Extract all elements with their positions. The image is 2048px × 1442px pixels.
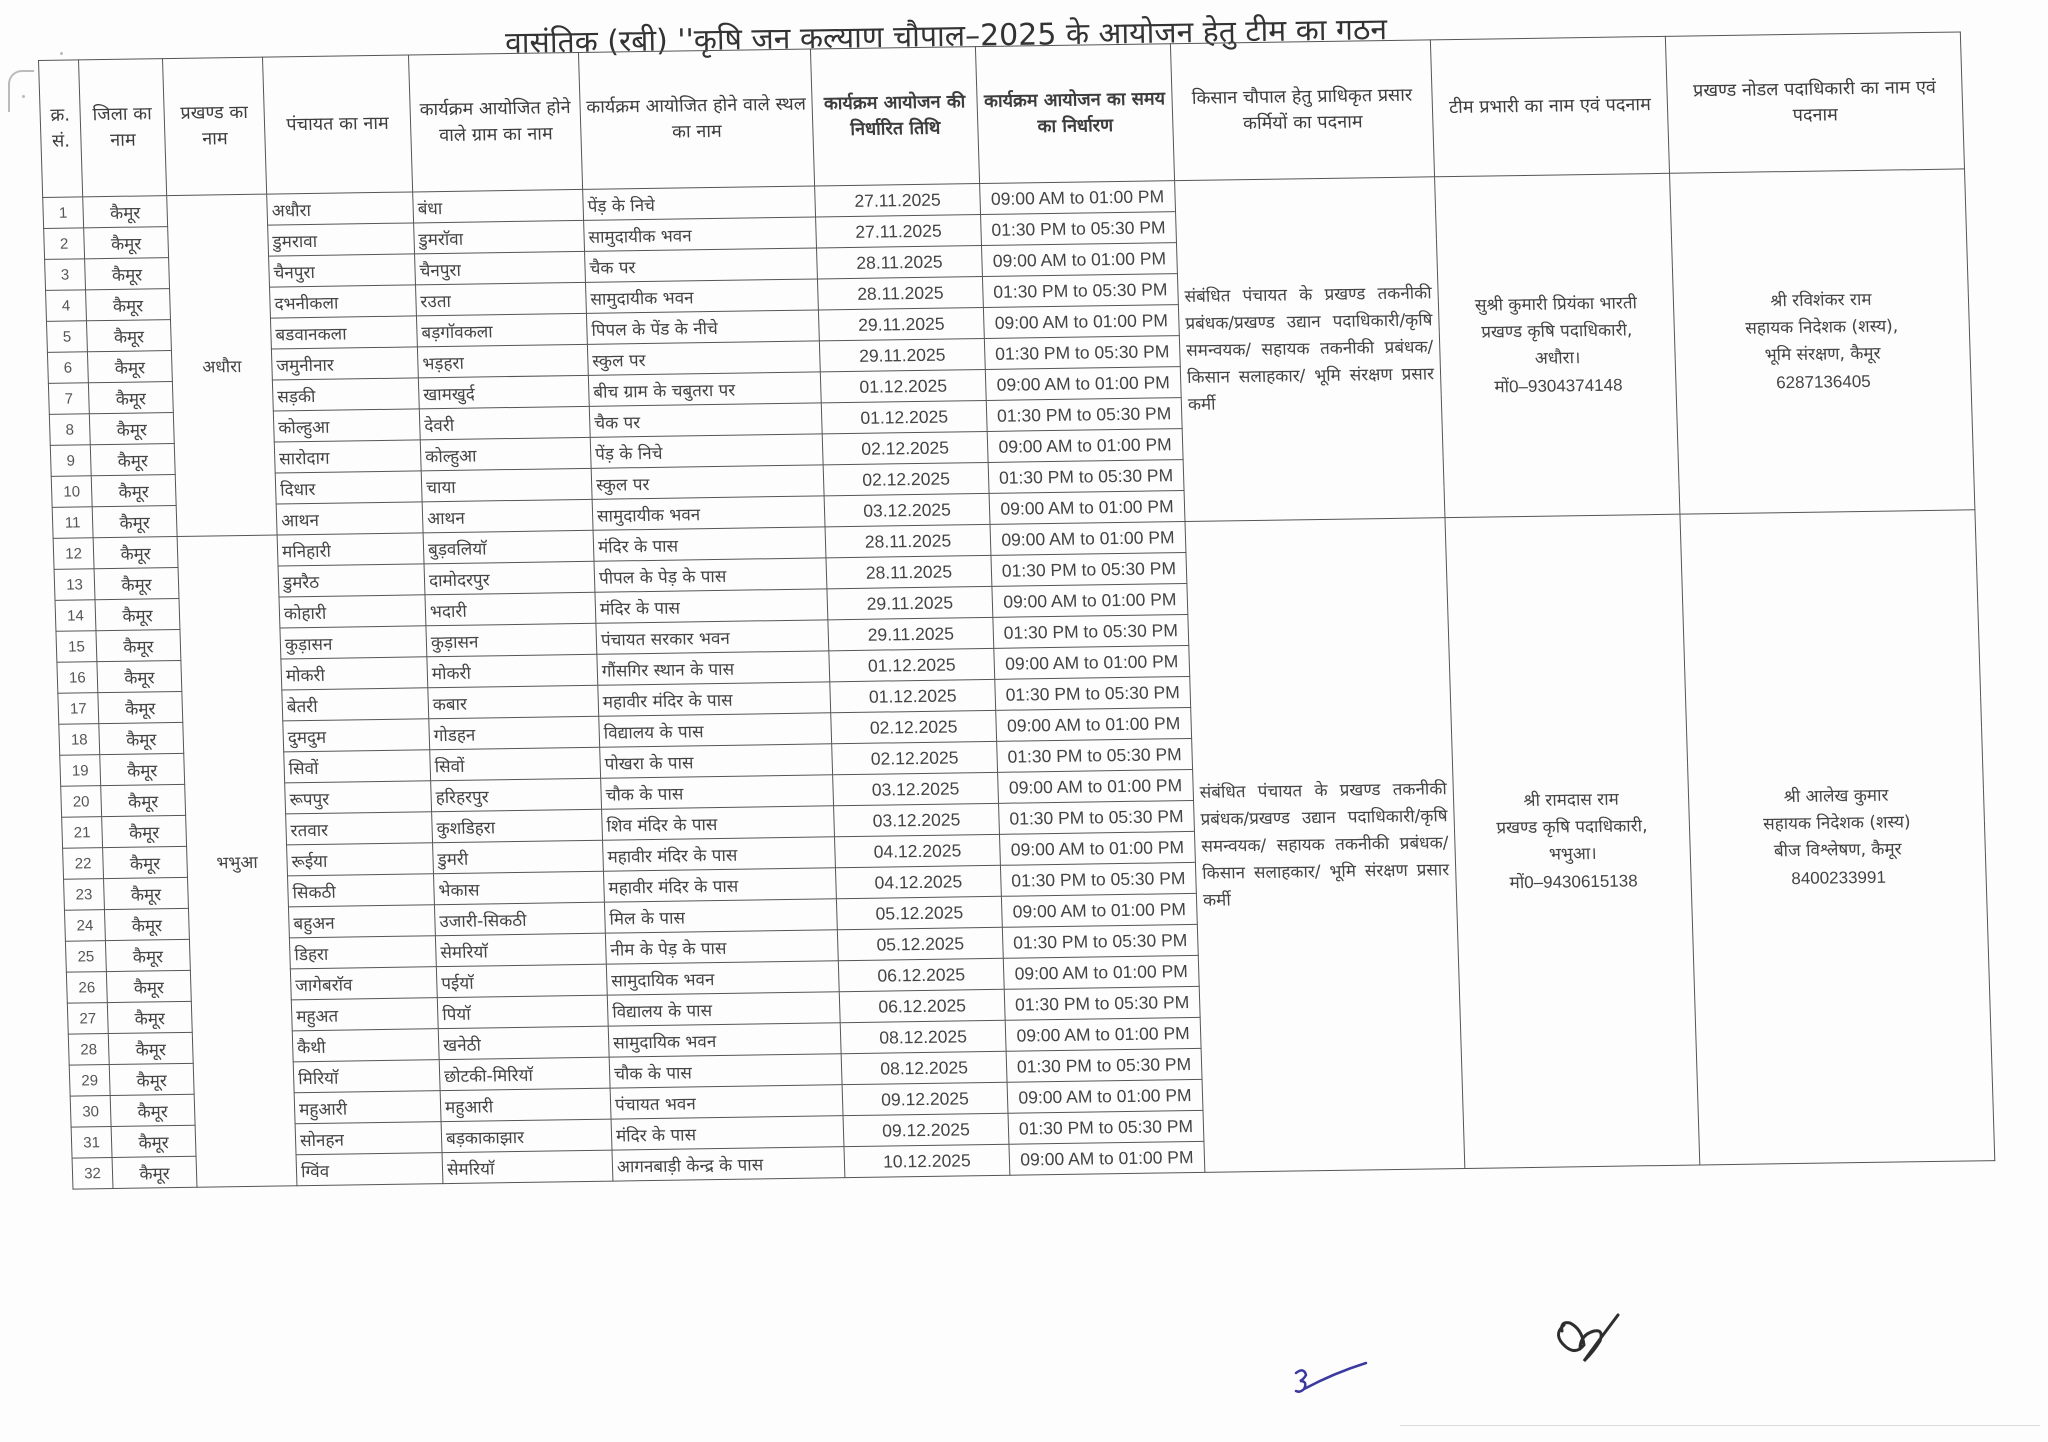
venue-cell: पीपल के पेड़ के पास	[594, 558, 827, 592]
time-cell: 01:30 PM to 05:30 PM	[1008, 1110, 1204, 1144]
venue-cell: बीच ग्राम के चबुतरा पर	[588, 372, 821, 406]
panchayat-cell: जमुनीनार	[271, 347, 418, 380]
venue-cell: सामुदायीक भवन	[585, 279, 818, 313]
serial-number-cell: 31	[71, 1127, 112, 1159]
time-cell: 09:00 AM to 01:00 PM	[1005, 1017, 1201, 1051]
date-cell: 04.12.2025	[834, 834, 1000, 867]
header-block: प्रखण्ड का नाम	[163, 57, 267, 195]
time-cell: 09:00 AM to 01:00 PM	[996, 707, 1192, 741]
panchayat-cell: चैनपुरा	[269, 254, 416, 287]
village-cell: पईयाॅ	[436, 964, 607, 998]
serial-number-cell: 8	[49, 414, 90, 446]
district-cell: कैमूर	[111, 1125, 196, 1157]
date-cell: 02.12.2025	[832, 741, 998, 774]
panchayat-cell: महुआरी	[294, 1091, 441, 1124]
scan-speck	[22, 95, 25, 98]
venue-cell: मंदिर के पास	[611, 1116, 844, 1150]
time-cell: 01:30 PM to 05:30 PM	[1006, 1048, 1202, 1082]
nodal-officer-post: सहायक निदेशक (शस्य),	[1745, 316, 1899, 339]
district-cell: कैमूर	[103, 846, 188, 878]
date-cell: 29.11.2025	[819, 338, 985, 371]
date-cell: 29.11.2025	[827, 586, 993, 619]
district-cell: कैमूर	[99, 722, 184, 754]
date-cell: 06.12.2025	[839, 989, 1005, 1022]
panchayat-cell: सोनहन	[295, 1122, 442, 1155]
date-cell: 01.12.2025	[829, 648, 995, 681]
district-cell: कैमूर	[98, 691, 183, 723]
serial-number-cell: 20	[61, 786, 102, 818]
nodal-officer-cell	[1670, 169, 1975, 514]
date-cell: 08.12.2025	[840, 1020, 1006, 1053]
venue-cell: मंदिर के पास	[593, 527, 826, 561]
district-cell: कैमूर	[89, 413, 174, 445]
district-cell: कैमूर	[110, 1094, 195, 1126]
village-cell: डुमराॅवा	[414, 220, 585, 254]
time-cell: 01:30 PM to 05:30 PM	[1000, 862, 1196, 896]
time-cell: 09:00 AM to 01:00 PM	[981, 243, 1177, 277]
date-cell: 29.11.2025	[828, 617, 994, 650]
date-cell: 05.12.2025	[837, 927, 1003, 960]
header-time: कार्यक्रम आयोजन का समय का निर्धारण	[975, 44, 1174, 184]
scan-edge	[1400, 1425, 2040, 1426]
panchayat-cell: रतवार	[286, 812, 433, 845]
scan-margin-mark	[8, 70, 34, 112]
time-cell: 09:00 AM to 01:00 PM	[992, 584, 1188, 618]
team-lead-place: भभुआ।	[1548, 843, 1597, 865]
header-village: कार्यक्रम आयोजित होने वाले ग्राम का नाम	[408, 52, 582, 191]
serial-number-cell: 3	[45, 259, 86, 291]
nodal-officer-cell	[1680, 510, 1995, 1165]
venue-cell: चौक के पास	[601, 775, 834, 809]
time-cell: 01:30 PM to 05:30 PM	[999, 800, 1195, 834]
panchayat-cell: महुअत	[291, 998, 438, 1031]
panchayat-cell: जागेबराॅव	[290, 967, 437, 1000]
village-cell: कुड़ासन	[426, 623, 597, 657]
village-cell: पियाॅ	[437, 995, 608, 1029]
serial-number-cell: 16	[57, 662, 98, 694]
venue-cell: नीम के पेड़ के पास	[605, 930, 838, 964]
time-cell: 09:00 AM to 01:00 PM	[980, 181, 1176, 215]
date-cell: 28.11.2025	[817, 246, 983, 279]
header-staff: किसान चौपाल हेतु प्राधिकृत प्रसार कर्मियों का पदनाम	[1170, 40, 1434, 181]
serial-number-cell: 9	[50, 445, 91, 477]
district-cell: कैमूर	[88, 382, 173, 414]
village-cell: चाया	[421, 468, 592, 502]
district-cell: कैमूर	[102, 815, 187, 847]
district-cell: कैमूर	[93, 536, 178, 568]
panchayat-cell: डुमरैठ	[278, 564, 425, 597]
panchayat-cell: दुमदुम	[283, 719, 430, 752]
village-cell: आथन	[422, 499, 593, 533]
village-cell: बंधा	[413, 189, 584, 223]
village-cell: बुड़वलियाॅ	[423, 530, 594, 564]
date-cell: 05.12.2025	[836, 896, 1002, 929]
time-cell: 01:30 PM to 05:30 PM	[981, 212, 1177, 246]
venue-cell: सामुदायीक भवन	[584, 217, 817, 251]
panchayat-cell: सारोदाग	[274, 440, 421, 473]
district-cell: कैमूर	[105, 939, 190, 971]
date-cell: 28.11.2025	[825, 524, 991, 557]
team-lead-cell	[1445, 514, 1700, 1168]
venue-cell: विद्यालय के पास	[599, 713, 832, 747]
time-cell: 01:30 PM to 05:30 PM	[995, 676, 1191, 710]
district-cell: कैमूर	[94, 567, 179, 599]
header-date: कार्यक्रम आयोजन की निर्धारित तिथि	[810, 47, 979, 186]
nodal-officer-mobile: 8400233991	[1791, 867, 1887, 889]
authorized-staff-cell: संबंधित पंचायत के प्रखण्ड तकनीकी प्रबंधक/प्रखण्ड उद्यान पदाधिकारी/कृषि समन्वयक/ सहायक तकनीकी प्रबंधक/ किसान सलाहकार/ भूमि संरक्षण प्रसार कर्मी	[1185, 518, 1465, 1173]
time-cell: 09:00 AM to 01:00 PM	[994, 645, 1190, 679]
date-cell: 10.12.2025	[844, 1144, 1010, 1177]
village-cell: मोकरी	[427, 654, 598, 688]
venue-cell: आगनबाड़ी केन्द्र के पास	[612, 1147, 845, 1181]
date-cell: 03.12.2025	[834, 803, 1000, 836]
serial-number-cell: 15	[56, 631, 97, 663]
serial-number-cell: 13	[54, 569, 95, 601]
nodal-officer-name: श्री रविशंकर राम	[1770, 289, 1872, 312]
village-cell: कोल्हुआ	[420, 437, 591, 471]
time-cell: 01:30 PM to 05:30 PM	[1004, 986, 1200, 1020]
village-cell: चैनपुरा	[415, 251, 586, 285]
venue-cell: सामुदायिक भवन	[608, 1023, 841, 1057]
time-cell: 09:00 AM to 01:00 PM	[1009, 1141, 1205, 1175]
panchayat-cell: ग्विंव	[296, 1153, 443, 1186]
time-cell: 09:00 AM to 01:00 PM	[989, 491, 1185, 525]
venue-cell: चैक पर	[585, 248, 818, 282]
nodal-officer-dept: बीज विश्लेषण, कैमूर	[1773, 839, 1902, 862]
header-venue: कार्यक्रम आयोजित होने वाले स्थल का नाम	[578, 49, 814, 189]
venue-cell: पेंड़ के निचे	[590, 434, 823, 468]
panchayat-cell: डिहरा	[289, 936, 436, 969]
serial-number-cell: 1	[43, 197, 84, 229]
village-cell: गोडहन	[429, 716, 600, 750]
serial-number-cell: 10	[51, 476, 92, 508]
serial-number-cell: 27	[67, 1003, 108, 1035]
venue-cell: पंचायत सरकार भवन	[596, 620, 829, 654]
date-cell: 01.12.2025	[820, 369, 986, 402]
district-cell: कैमूर	[104, 908, 189, 940]
village-cell: खामखुर्द	[418, 375, 589, 409]
village-cell: छोटकी-मिरियाॅ	[439, 1057, 610, 1091]
district-cell: कैमूर	[90, 444, 175, 476]
nodal-officer-post: सहायक निदेशक (शस्य)	[1762, 812, 1911, 835]
village-cell: कुशडिहरा	[432, 809, 603, 843]
nodal-officer-dept: भूमि संरक्षण, कैमूर	[1764, 343, 1881, 366]
district-cell: कैमूर	[109, 1063, 194, 1095]
village-cell: डुमरी	[433, 840, 604, 874]
date-cell: 02.12.2025	[822, 431, 988, 464]
time-cell: 01:30 PM to 05:30 PM	[986, 398, 1182, 432]
venue-cell: मंदिर के पास	[595, 589, 828, 623]
team-lead-name: श्री रामदास राम	[1523, 789, 1620, 812]
district-cell: कैमूर	[87, 351, 172, 383]
venue-cell: सामुदायीक भवन	[592, 496, 825, 530]
block-cell: अधौरा	[167, 194, 277, 536]
serial-number-cell: 12	[53, 538, 94, 570]
venue-cell: महावीर मंदिर के पास	[603, 837, 836, 871]
district-cell: कैमूर	[107, 1001, 192, 1033]
schedule-table-wrap	[38, 31, 1995, 1189]
serial-number-cell: 18	[59, 724, 100, 756]
panchayat-cell: सड़की	[272, 378, 419, 411]
serial-number-cell: 11	[52, 507, 93, 539]
team-lead-post: प्रखण्ड कृषि पदाधिकारी,	[1496, 816, 1648, 839]
time-cell: 09:00 AM to 01:00 PM	[999, 831, 1195, 865]
district-cell: कैमूर	[96, 629, 181, 661]
district-cell: कैमूर	[100, 753, 185, 785]
date-cell: 03.12.2025	[833, 772, 999, 805]
block-cell: भभुआ	[177, 535, 297, 1187]
village-cell: बड़काकाझार	[441, 1119, 612, 1153]
team-lead-place: अधौरा।	[1534, 348, 1581, 369]
district-cell: कैमूर	[92, 505, 177, 537]
header-sno: क्र. सं.	[39, 60, 83, 198]
serial-number-cell: 26	[66, 972, 107, 1004]
district-cell: कैमूर	[91, 475, 176, 507]
serial-number-cell: 32	[72, 1158, 113, 1190]
venue-cell: महावीर मंदिर के पास	[598, 682, 831, 716]
panchayat-cell: रूईया	[287, 843, 434, 876]
date-cell: 27.11.2025	[815, 184, 981, 217]
village-cell: सिवों	[430, 747, 601, 781]
panchayat-cell: सिवों	[284, 750, 431, 783]
venue-cell: चैक पर	[589, 403, 822, 437]
team-lead-post: प्रखण्ड कृषि पदाधिकारी,	[1481, 320, 1633, 343]
venue-cell: महावीर मंदिर के पास	[603, 868, 836, 902]
venue-cell: पिपल के पेंड के नीचे	[586, 310, 819, 344]
date-cell: 28.11.2025	[826, 555, 992, 588]
header-nodal: प्रखण्ड नोडल पदाधिकारी का नाम एवं पदनाम	[1665, 32, 1964, 173]
village-cell: बड़गाॅवकला	[416, 313, 587, 347]
serial-number-cell: 28	[68, 1034, 109, 1066]
panchayat-cell: मोकरी	[281, 657, 428, 690]
time-cell: 01:30 PM to 05:30 PM	[991, 553, 1187, 587]
serial-number-cell: 17	[58, 693, 99, 725]
team-lead-mobile: मों0–9304374148	[1494, 375, 1623, 397]
village-cell: रउता	[415, 282, 586, 316]
signature	[1550, 1305, 1640, 1375]
serial-number-cell: 2	[44, 228, 85, 260]
time-cell: 01:30 PM to 05:30 PM	[997, 738, 1193, 772]
village-cell: महुआरी	[440, 1088, 611, 1122]
district-cell: कैमूर	[85, 258, 170, 290]
nodal-officer-mobile: 6287136405	[1775, 371, 1871, 393]
authorized-staff-cell: संबंधित पंचायत के प्रखण्ड तकनीकी प्रबंधक/प्रखण्ड उद्यान पदाधिकारी/कृषि समन्वयक/ सहायक तकनीकी प्रबंधक/ किसान सलाहकार/ भूमि संरक्षण प्रसार कर्मी	[1175, 177, 1445, 522]
time-cell: 09:00 AM to 01:00 PM	[1003, 955, 1199, 989]
panchayat-cell: आथन	[276, 502, 423, 535]
serial-number-cell: 30	[70, 1096, 111, 1128]
panchayat-cell: दभनीकला	[270, 285, 417, 318]
panchayat-cell: बडवानकला	[270, 316, 417, 349]
serial-number-cell: 14	[55, 600, 96, 632]
venue-cell: सामुदायिक भवन	[606, 961, 839, 995]
panchayat-cell: बेतरी	[282, 688, 429, 721]
time-cell: 09:00 AM to 01:00 PM	[985, 367, 1181, 401]
date-cell: 04.12.2025	[835, 865, 1001, 898]
time-cell: 01:30 PM to 05:30 PM	[988, 460, 1184, 494]
date-cell: 06.12.2025	[838, 958, 1004, 991]
panchayat-cell: अधौरा	[267, 192, 414, 225]
panchayat-cell: डुमरावा	[268, 223, 415, 256]
serial-number-cell: 29	[69, 1065, 110, 1097]
panchayat-cell: मिरियाॅ	[293, 1060, 440, 1093]
venue-cell: पोखरा के पास	[600, 744, 833, 778]
date-cell: 28.11.2025	[817, 277, 983, 310]
venue-cell: मिल के पास	[604, 899, 837, 933]
panchayat-cell: कैथी	[292, 1029, 439, 1062]
serial-number-cell: 21	[62, 817, 103, 849]
time-cell: 09:00 AM to 01:00 PM	[998, 769, 1194, 803]
date-cell: 29.11.2025	[818, 308, 984, 341]
panchayat-cell: दिधार	[275, 471, 422, 504]
date-cell: 09.12.2025	[843, 1113, 1009, 1146]
time-cell: 09:00 AM to 01:00 PM	[1007, 1079, 1203, 1113]
venue-cell: चौक के पास	[609, 1054, 842, 1088]
venue-cell: स्कुल पर	[591, 465, 824, 499]
serial-number-cell: 7	[48, 383, 89, 415]
village-cell: हरिहरपुर	[431, 778, 602, 812]
date-cell: 27.11.2025	[816, 215, 982, 248]
district-cell: कैमूर	[97, 660, 182, 692]
village-cell: देवरी	[419, 406, 590, 440]
serial-number-cell: 6	[47, 352, 88, 384]
time-cell: 09:00 AM to 01:00 PM	[1001, 893, 1197, 927]
village-cell: भड़हरा	[417, 344, 588, 378]
serial-number-cell: 19	[60, 755, 101, 787]
serial-number-cell: 4	[46, 290, 87, 322]
panchayat-cell: सिकठी	[288, 874, 435, 907]
venue-cell: स्कुल पर	[587, 341, 820, 375]
header-district: जिला का नाम	[79, 59, 167, 197]
village-cell: खनेठी	[438, 1026, 609, 1060]
panchayat-cell: कोल्हुआ	[273, 409, 420, 442]
serial-number-cell: 5	[46, 321, 87, 353]
team-lead-mobile: मों0–9430615138	[1509, 871, 1638, 893]
date-cell: 09.12.2025	[842, 1082, 1008, 1115]
time-cell: 01:30 PM to 05:30 PM	[984, 336, 1180, 370]
venue-cell: पंचायत भवन	[610, 1085, 843, 1119]
district-cell: कैमूर	[83, 196, 168, 228]
date-cell: 03.12.2025	[824, 493, 990, 526]
serial-number-cell: 25	[65, 941, 106, 973]
serial-number-cell: 24	[64, 910, 105, 942]
time-cell: 09:00 AM to 01:00 PM	[987, 429, 1183, 463]
header-panchayat: पंचायत का नाम	[262, 55, 412, 194]
district-cell: कैमूर	[84, 227, 169, 259]
date-cell: 08.12.2025	[841, 1051, 1007, 1084]
panchayat-cell: कुड़ासन	[280, 626, 427, 659]
date-cell: 02.12.2025	[823, 462, 989, 495]
date-cell: 02.12.2025	[831, 710, 997, 743]
time-cell: 01:30 PM to 05:30 PM	[982, 274, 1178, 308]
village-cell: सेमरियाॅ	[442, 1150, 613, 1184]
village-cell: कबार	[428, 685, 599, 719]
venue-cell: विद्यालय के पास	[607, 992, 840, 1026]
village-cell: दामोदरपुर	[424, 561, 595, 595]
date-cell: 01.12.2025	[821, 400, 987, 433]
venue-cell: शिव मंदिर के पास	[602, 806, 835, 840]
schedule-table	[38, 31, 1995, 1189]
panchayat-cell: बहुअन	[288, 905, 435, 938]
team-lead-name: सुश्री कुमारी प्रियंका भारती	[1474, 293, 1638, 316]
district-cell: कैमूर	[106, 970, 191, 1002]
village-cell: उजारी-सिकठी	[434, 902, 605, 936]
time-cell: 01:30 PM to 05:30 PM	[993, 615, 1189, 649]
date-cell: 01.12.2025	[830, 679, 996, 712]
panchayat-cell: मनिहारी	[277, 533, 424, 566]
time-cell: 01:30 PM to 05:30 PM	[1002, 924, 1198, 958]
district-cell: कैमूर	[108, 1032, 193, 1064]
district-cell: कैमूर	[95, 598, 180, 630]
nodal-officer-name: श्री आलेख कुमार	[1783, 785, 1889, 808]
venue-cell: गौंसगिर स्थान के पास	[597, 651, 830, 685]
district-cell: कैमूर	[112, 1156, 197, 1188]
serial-number-cell: 22	[63, 848, 104, 880]
district-cell: कैमूर	[101, 784, 186, 816]
village-cell: सेमरियाॅ	[435, 933, 606, 967]
team-lead-cell	[1435, 173, 1680, 517]
panchayat-cell: कोहारी	[279, 595, 426, 628]
panchayat-cell: रूपपुर	[285, 781, 432, 814]
district-cell: कैमूर	[86, 320, 171, 352]
header-team-lead: टीम प्रभारी का नाम एवं पदनाम	[1430, 36, 1669, 176]
page-number-mark	[1290, 1355, 1380, 1405]
venue-cell: पेंड़ के निचे	[583, 186, 816, 220]
schedule-body	[43, 169, 1995, 1189]
district-cell: कैमूर	[104, 877, 189, 909]
village-cell: भेकास	[433, 871, 604, 905]
page-title: वासंतिक (रबी) ''कृषि जन कल्याण चौपाल–2025 के आयोजन हेतु टीम का गठन	[504, 12, 1388, 61]
scan-speck	[60, 52, 63, 55]
time-cell: 09:00 AM to 01:00 PM	[990, 522, 1186, 556]
time-cell: 09:00 AM to 01:00 PM	[983, 305, 1179, 339]
village-cell: भदारी	[425, 592, 596, 626]
serial-number-cell: 23	[64, 879, 105, 911]
district-cell: कैमूर	[86, 289, 171, 321]
